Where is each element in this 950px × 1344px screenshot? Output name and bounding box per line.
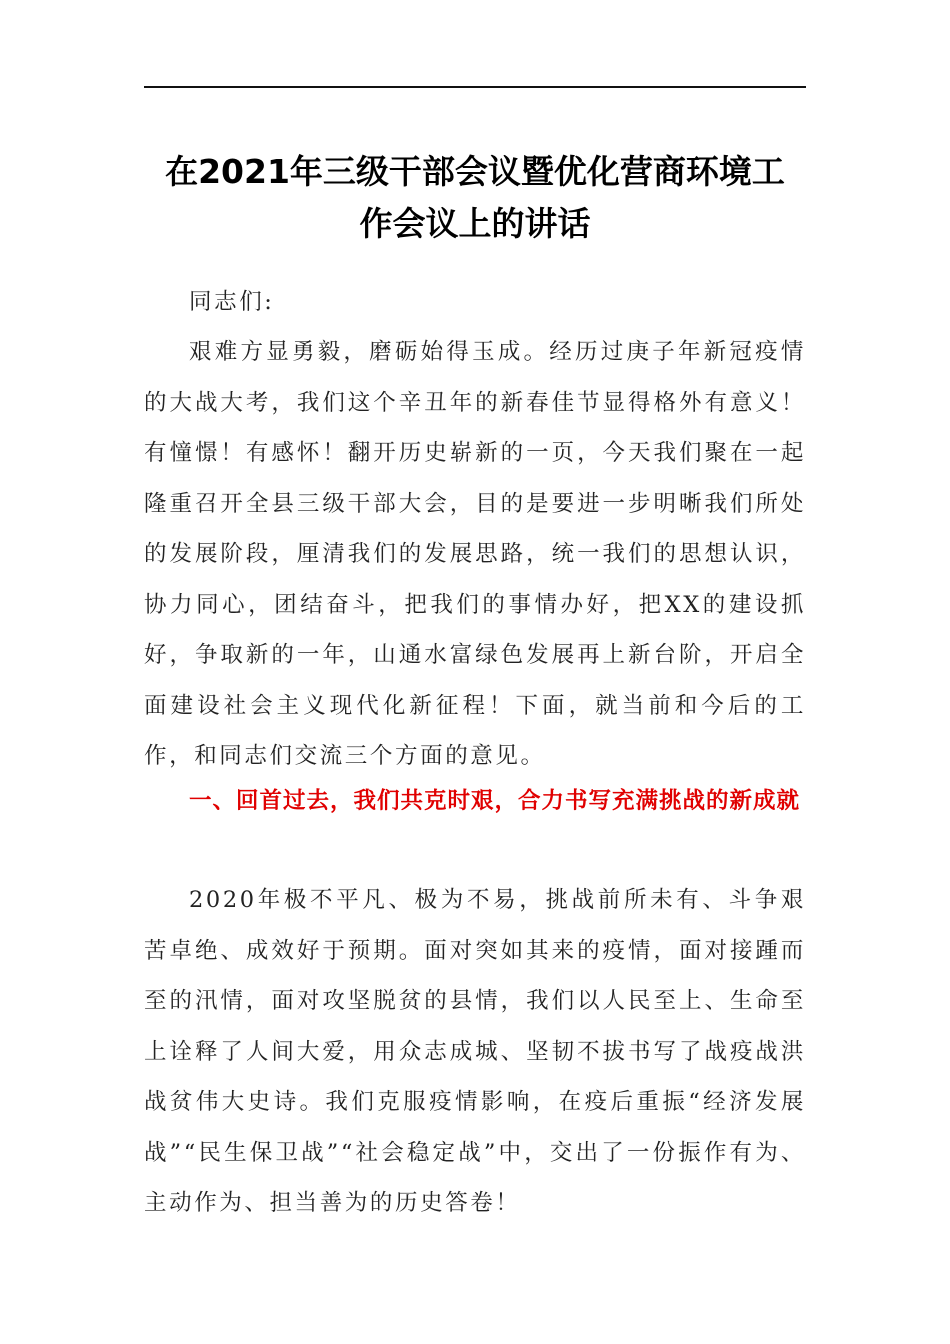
section-1-heading: 一、回首过去，我们共克时艰，合力书写充满挑战的新成就 [189, 788, 801, 814]
salutation-block [144, 277, 806, 328]
paragraph-2-block [144, 875, 806, 1229]
paragraph-2: 2020年极不平凡、极为不易，挑战前所未有、斗争艰苦卓绝、成效好于预期。面对突如其来的疫情，面对接踵而至的汛情，面对攻坚脱贫的县情，我们以人民至上、生命至上诠释了人间大爱，用众志成城、坚韧不拔书写了战疫战洪战贫伟大史诗。我们克服疫情影响，在疫后重振“经济发展战”“民生保卫战”“社会稳定战”中，交出了一份振作有为、主动作为、担当善为的历史答卷！ [144, 887, 806, 1216]
header-rule [144, 86, 806, 88]
salutation: 同志们: [189, 289, 275, 315]
paragraph-1: 艰难方显勇毅，磨砺始得玉成。经历过庚子年新冠疫情的大战大考，我们这个辛丑年的新春佳节显得格外有意义！有憧憬！有感怀！翻开历史崭新的一页，今天我们聚在一起隆重召开全县三级干部大会，目的是要进一步明晰我们所处的发展阶段，厘清我们的发展思路，统一我们的思想认识，协力同心，团结奋斗，把我们的事情办好，把XX的建设抓好，争取新的一年，山通水富绿色发展再上新台阶，开启全面建设社会主义现代化新征程！下面，就当前和今后的工作，和同志们交流三个方面的意见。 [144, 339, 806, 769]
paragraph-1-block [144, 327, 806, 782]
document-title [144, 146, 806, 250]
title-line-2: 作会议上的讲话 [359, 204, 591, 243]
title-line-1: 在2021年三级干部会议暨优化营商环境工 [165, 152, 785, 191]
